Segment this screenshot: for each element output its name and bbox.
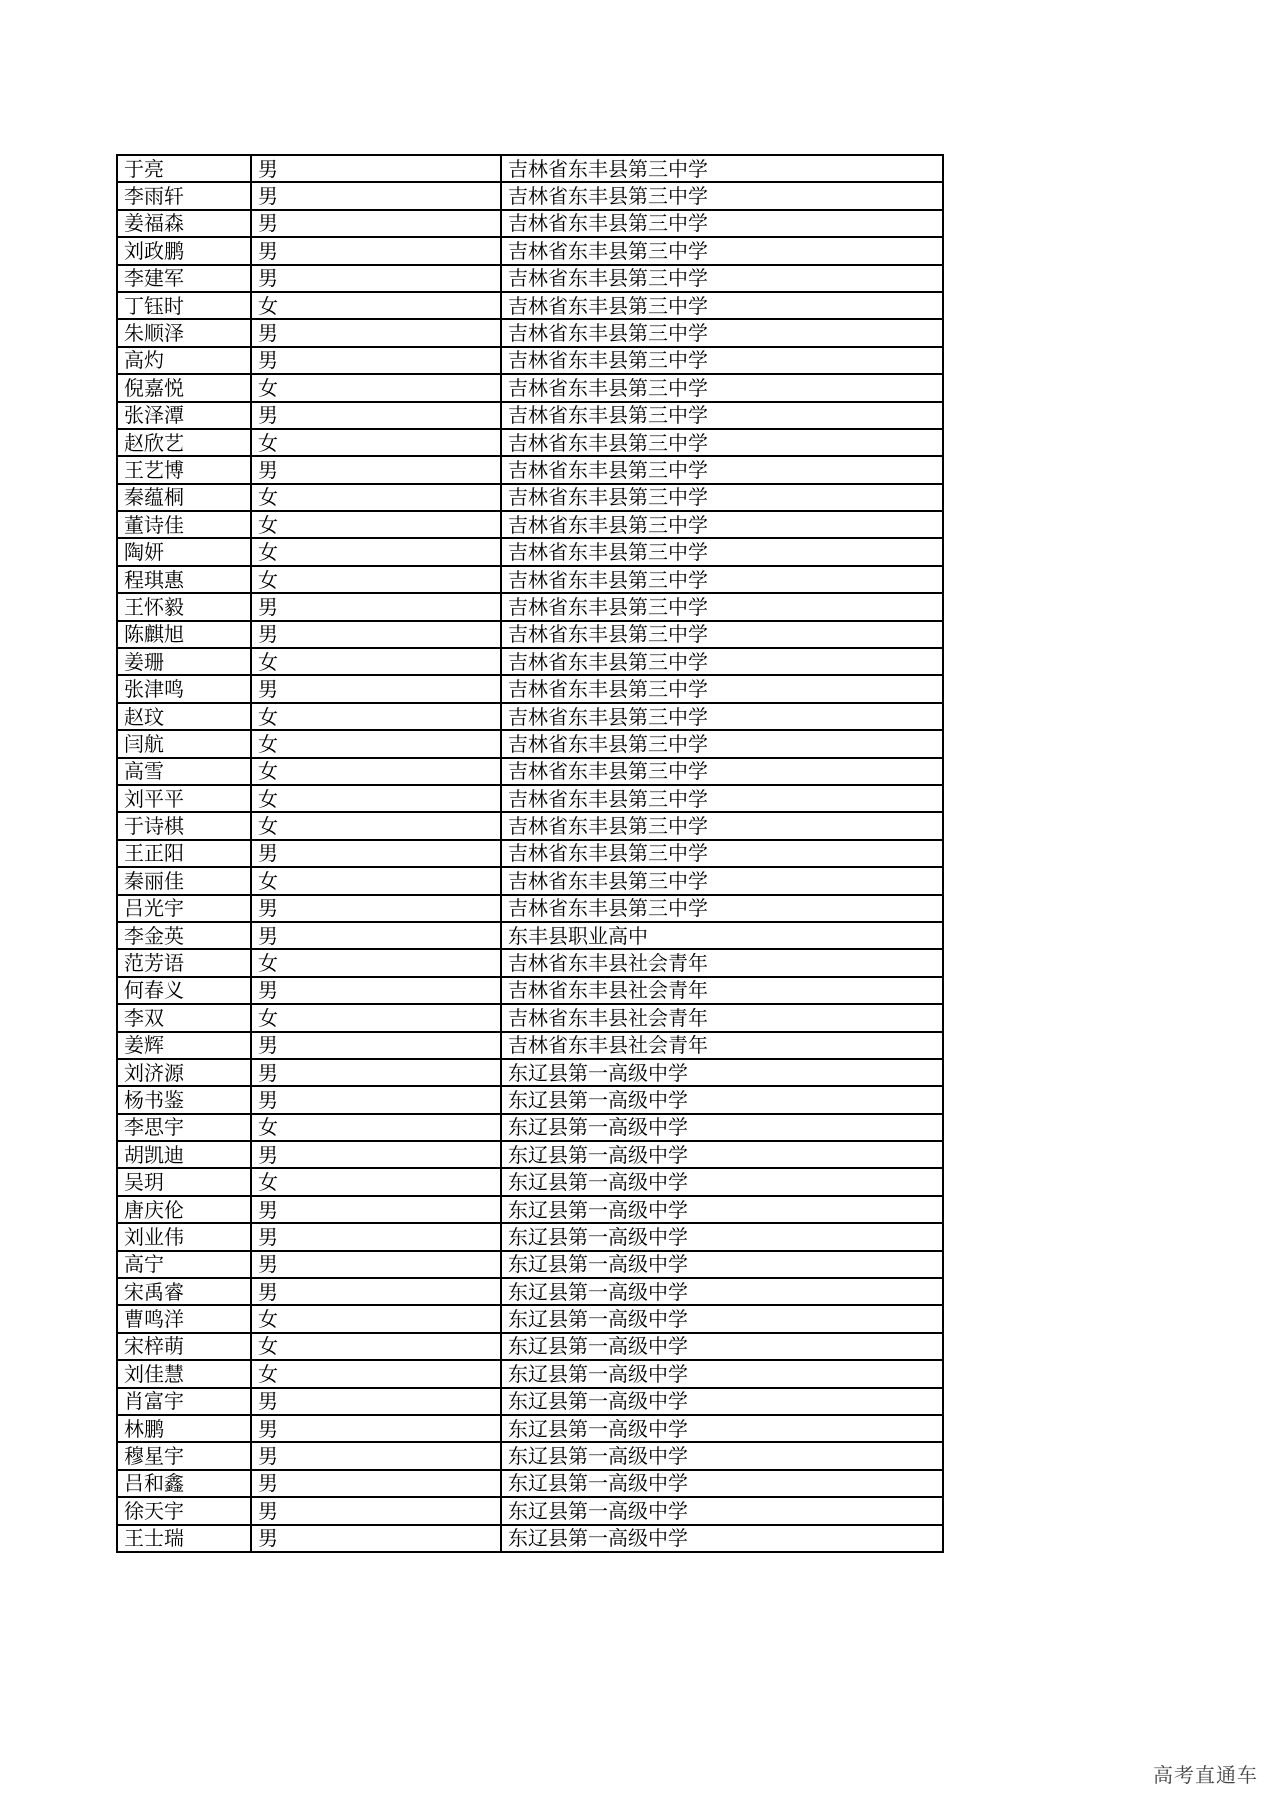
table-row [117,1442,943,1469]
gender-cell: 男 [251,1059,501,1086]
table-row [117,538,943,565]
gender-cell: 男 [251,1032,501,1059]
name-cell: 曹鸣洋 [117,1305,251,1332]
gender-cell: 男 [251,1278,501,1305]
table-row [117,895,943,922]
table-row [117,319,943,346]
name-cell: 姜辉 [117,1032,251,1059]
name-cell: 闫航 [117,730,251,757]
gender-cell: 男 [251,621,501,648]
table-row [117,1196,943,1223]
name-cell: 程琪惠 [117,566,251,593]
school-cell: 吉林省东丰县第三中学 [501,566,943,593]
gender-cell: 女 [251,703,501,730]
school-cell: 吉林省东丰县第三中学 [501,292,943,319]
name-cell: 王士瑞 [117,1525,251,1552]
gender-cell: 男 [251,155,501,182]
name-cell: 于亮 [117,155,251,182]
gender-cell: 男 [251,1497,501,1524]
name-cell: 王怀毅 [117,593,251,620]
name-cell: 宋梓萌 [117,1333,251,1360]
school-cell: 东辽县第一高级中学 [501,1305,943,1332]
gender-cell: 男 [251,593,501,620]
name-cell: 肖富宇 [117,1388,251,1415]
name-cell: 穆星宇 [117,1442,251,1469]
name-cell: 王正阳 [117,840,251,867]
school-cell: 东辽县第一高级中学 [501,1086,943,1113]
table-row [117,182,943,209]
gender-cell: 男 [251,237,501,264]
table-row [117,1223,943,1250]
school-cell: 东辽县第一高级中学 [501,1415,943,1442]
name-cell: 何春义 [117,977,251,1004]
name-cell: 于诗棋 [117,812,251,839]
school-cell: 东辽县第一高级中学 [501,1388,943,1415]
gender-cell: 女 [251,1168,501,1195]
gender-cell: 男 [251,1251,501,1278]
gender-cell: 女 [251,1305,501,1332]
table-row [117,1251,943,1278]
school-cell: 吉林省东丰县第三中学 [501,648,943,675]
school-cell: 吉林省东丰县第三中学 [501,374,943,401]
table-row [117,812,943,839]
table-row [117,703,943,730]
gender-cell: 男 [251,1470,501,1497]
name-cell: 范芳语 [117,949,251,976]
table-row [117,1333,943,1360]
name-cell: 高宁 [117,1251,251,1278]
table-row [117,1086,943,1113]
gender-cell: 女 [251,1333,501,1360]
school-cell: 东辽县第一高级中学 [501,1059,943,1086]
table-row [117,1497,943,1524]
name-cell: 宋禹睿 [117,1278,251,1305]
table-row [117,1470,943,1497]
table-row [117,1059,943,1086]
gender-cell: 男 [251,675,501,702]
name-cell: 李建军 [117,265,251,292]
table-row [117,867,943,894]
school-cell: 吉林省东丰县第三中学 [501,758,943,785]
name-cell: 刘平平 [117,785,251,812]
name-cell: 高雪 [117,758,251,785]
table-row [117,648,943,675]
gender-cell: 女 [251,758,501,785]
name-cell: 吴玥 [117,1168,251,1195]
table-row [117,429,943,456]
gender-cell: 女 [251,1360,501,1387]
school-cell: 东辽县第一高级中学 [501,1470,943,1497]
table-row [117,1032,943,1059]
name-cell: 董诗佳 [117,511,251,538]
school-cell: 吉林省东丰县第三中学 [501,538,943,565]
gender-cell: 男 [251,1525,501,1552]
table-row [117,1004,943,1031]
table-row [117,1278,943,1305]
school-cell: 吉林省东丰县第三中学 [501,319,943,346]
table-row [117,758,943,785]
table-row [117,374,943,401]
table-row [117,1388,943,1415]
gender-cell: 女 [251,648,501,675]
school-cell: 东丰县职业高中 [501,922,943,949]
table-row [117,1360,943,1387]
name-cell: 林鹏 [117,1415,251,1442]
table-row [117,1168,943,1195]
name-cell: 丁钰时 [117,292,251,319]
table-row [117,265,943,292]
name-cell: 吕光宇 [117,895,251,922]
table-row [117,922,943,949]
school-cell: 东辽县第一高级中学 [501,1442,943,1469]
table-row [117,456,943,483]
gender-cell: 男 [251,1223,501,1250]
name-cell: 张津鸣 [117,675,251,702]
name-cell: 刘政鹏 [117,237,251,264]
name-cell: 倪嘉悦 [117,374,251,401]
school-cell: 东辽县第一高级中学 [501,1223,943,1250]
gender-cell: 男 [251,456,501,483]
school-cell: 东辽县第一高级中学 [501,1196,943,1223]
school-cell: 吉林省东丰县第三中学 [501,347,943,374]
school-cell: 吉林省东丰县第三中学 [501,621,943,648]
table-row [117,402,943,429]
name-cell: 陶妍 [117,538,251,565]
school-cell: 吉林省东丰县第三中学 [501,237,943,264]
table-row [117,730,943,757]
name-cell: 胡凯迪 [117,1141,251,1168]
school-cell: 吉林省东丰县第三中学 [501,265,943,292]
watermark-text: 高考直通车 [1153,1763,1258,1787]
gender-cell: 女 [251,429,501,456]
school-cell: 吉林省东丰县第三中学 [501,429,943,456]
name-cell: 赵欣艺 [117,429,251,456]
school-cell: 东辽县第一高级中学 [501,1278,943,1305]
gender-cell: 男 [251,840,501,867]
gender-cell: 男 [251,895,501,922]
gender-cell: 女 [251,374,501,401]
table-row [117,621,943,648]
name-cell: 李金英 [117,922,251,949]
gender-cell: 男 [251,1442,501,1469]
table-row [117,949,943,976]
table-row [117,785,943,812]
school-cell: 吉林省东丰县第三中学 [501,182,943,209]
name-cell: 刘济源 [117,1059,251,1086]
roster-table-body [117,155,943,1552]
name-cell: 朱顺泽 [117,319,251,346]
gender-cell: 男 [251,1141,501,1168]
table-row [117,675,943,702]
table-row [117,1525,943,1552]
name-cell: 吕和鑫 [117,1470,251,1497]
gender-cell: 男 [251,402,501,429]
gender-cell: 女 [251,484,501,511]
school-cell: 吉林省东丰县第三中学 [501,785,943,812]
gender-cell: 女 [251,785,501,812]
name-cell: 刘业伟 [117,1223,251,1250]
table-row [117,210,943,237]
school-cell: 吉林省东丰县第三中学 [501,730,943,757]
table-row [117,566,943,593]
gender-cell: 女 [251,867,501,894]
school-cell: 吉林省东丰县第三中学 [501,675,943,702]
name-cell: 王艺博 [117,456,251,483]
name-cell: 杨书鉴 [117,1086,251,1113]
name-cell: 姜珊 [117,648,251,675]
school-cell: 吉林省东丰县社会青年 [501,977,943,1004]
school-cell: 吉林省东丰县第三中学 [501,840,943,867]
name-cell: 李双 [117,1004,251,1031]
name-cell: 刘佳慧 [117,1360,251,1387]
name-cell: 李雨轩 [117,182,251,209]
gender-cell: 女 [251,730,501,757]
table-row [117,347,943,374]
school-cell: 吉林省东丰县第三中学 [501,484,943,511]
gender-cell: 女 [251,1004,501,1031]
gender-cell: 男 [251,1415,501,1442]
school-cell: 东辽县第一高级中学 [501,1251,943,1278]
name-cell: 陈麒旭 [117,621,251,648]
gender-cell: 男 [251,182,501,209]
gender-cell: 男 [251,210,501,237]
gender-cell: 女 [251,949,501,976]
table-row [117,840,943,867]
school-cell: 吉林省东丰县第三中学 [501,812,943,839]
school-cell: 吉林省东丰县第三中学 [501,867,943,894]
gender-cell: 女 [251,511,501,538]
school-cell: 吉林省东丰县社会青年 [501,1032,943,1059]
gender-cell: 男 [251,922,501,949]
gender-cell: 男 [251,347,501,374]
gender-cell: 女 [251,1114,501,1141]
school-cell: 吉林省东丰县第三中学 [501,456,943,483]
gender-cell: 男 [251,319,501,346]
school-cell: 吉林省东丰县第三中学 [501,402,943,429]
school-cell: 吉林省东丰县第三中学 [501,593,943,620]
school-cell: 东辽县第一高级中学 [501,1168,943,1195]
gender-cell: 男 [251,265,501,292]
gender-cell: 男 [251,1196,501,1223]
gender-cell: 女 [251,566,501,593]
name-cell: 唐庆伦 [117,1196,251,1223]
table-row [117,1141,943,1168]
table-row [117,1305,943,1332]
name-cell: 秦蕴桐 [117,484,251,511]
gender-cell: 男 [251,1388,501,1415]
school-cell: 吉林省东丰县第三中学 [501,210,943,237]
table-row [117,1415,943,1442]
school-cell: 东辽县第一高级中学 [501,1360,943,1387]
school-cell: 东辽县第一高级中学 [501,1114,943,1141]
school-cell: 东辽县第一高级中学 [501,1141,943,1168]
gender-cell: 女 [251,812,501,839]
name-cell: 张泽潭 [117,402,251,429]
school-cell: 东辽县第一高级中学 [501,1525,943,1552]
gender-cell: 男 [251,977,501,1004]
table-row [117,237,943,264]
table-row [117,1114,943,1141]
school-cell: 吉林省东丰县社会青年 [501,949,943,976]
school-cell: 吉林省东丰县第三中学 [501,155,943,182]
school-cell: 东辽县第一高级中学 [501,1497,943,1524]
school-cell: 东辽县第一高级中学 [501,1333,943,1360]
gender-cell: 女 [251,538,501,565]
name-cell: 姜福森 [117,210,251,237]
name-cell: 李思宇 [117,1114,251,1141]
table-row [117,484,943,511]
name-cell: 秦丽佳 [117,867,251,894]
name-cell: 高灼 [117,347,251,374]
school-cell: 吉林省东丰县第三中学 [501,511,943,538]
name-cell: 赵玟 [117,703,251,730]
table-row [117,155,943,182]
table-row [117,292,943,319]
gender-cell: 男 [251,1086,501,1113]
gender-cell: 女 [251,292,501,319]
name-cell: 徐天宇 [117,1497,251,1524]
roster-table [116,154,944,1553]
school-cell: 吉林省东丰县社会青年 [501,1004,943,1031]
table-row [117,593,943,620]
table-row [117,977,943,1004]
school-cell: 吉林省东丰县第三中学 [501,703,943,730]
school-cell: 吉林省东丰县第三中学 [501,895,943,922]
table-row [117,511,943,538]
